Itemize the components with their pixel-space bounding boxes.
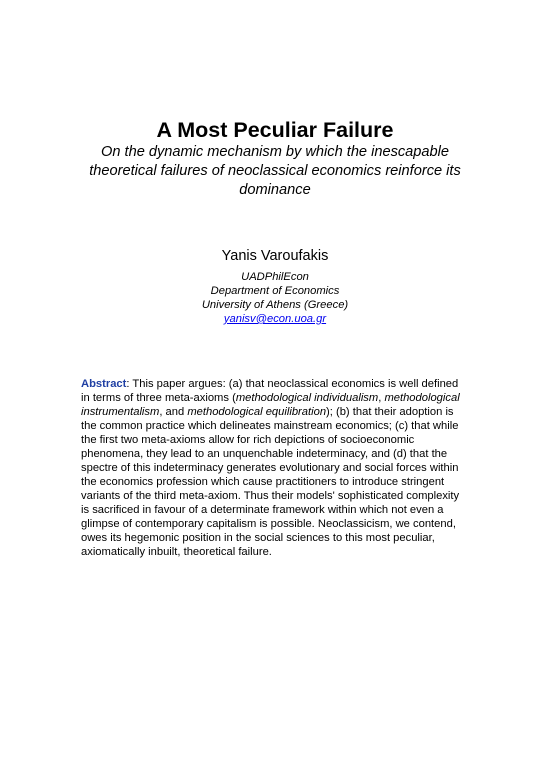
abstract-emphasis: methodological individualism	[235, 392, 379, 404]
abstract-line: spectre of this indeterminacy generates evolutionary and social forces within	[81, 462, 459, 474]
abstract-colon: :	[126, 378, 130, 390]
abstract-text: This paper argues: (a) that neoclassical economics is well defined	[129, 378, 459, 390]
abstract-text: , and	[159, 406, 188, 418]
abstract-line: the first two meta-axioms allow for rich depictions of socioeconomic	[81, 434, 415, 446]
abstract-label: Abstract	[81, 378, 127, 390]
abstract-line: the common practice which delineates mainstream economics; (c) that while	[81, 420, 459, 432]
abstract-line	[81, 405, 473, 419]
author-email-link[interactable]: yanisv@econ.uoa.gr	[223, 313, 327, 325]
abstract-emphasis: methodological equilibration	[187, 406, 327, 418]
abstract-text: in terms of three meta-axioms (	[81, 392, 236, 404]
abstract-emphasis: instrumentalism	[81, 406, 160, 418]
abstract-paragraph	[81, 377, 473, 559]
affiliation-block	[40, 270, 510, 326]
abstract-line: phenomena, they lead to an unquenchable indeterminacy, and (d) that the	[81, 448, 448, 460]
subtitle-line: theoretical failures of neoclassical economics reinforce its	[89, 163, 461, 179]
paper-subtitle	[60, 143, 490, 200]
affiliation-university: University of Athens (Greece)	[201, 299, 349, 311]
abstract-text: ,	[378, 392, 385, 404]
subtitle-line: dominance	[239, 182, 311, 198]
abstract-emphasis: methodological	[384, 392, 460, 404]
abstract-line	[81, 391, 473, 405]
subtitle-line: On the dynamic mechanism by which the inescapable	[101, 144, 449, 160]
abstract-line: glimpse of contemporary capitalism is possible. Neoclassicism, we contend,	[81, 518, 456, 530]
abstract-line: variants of the third meta-axiom. Thus their models' sophisticated complexity	[81, 490, 460, 502]
affiliation-department: Department of Economics	[210, 285, 340, 297]
affiliation-program: UADPhilEcon	[241, 271, 309, 283]
abstract-line	[81, 377, 473, 391]
abstract-line: is sacrificed in favour of a determinate framework within which not even a	[81, 504, 444, 516]
paper-title: A Most Peculiar Failure	[156, 118, 394, 142]
abstract-text: ); (b) that their adoption is	[326, 406, 454, 418]
abstract-line: the economics profession which cause practitioners to introduce stringent	[81, 476, 445, 488]
abstract-line: owes its hegemonic position in the social sciences to this most peculiar,	[81, 532, 435, 544]
abstract-line: axiomatically inbuilt, theoretical failure.	[81, 546, 272, 558]
author-name: Yanis Varoufakis	[221, 248, 329, 264]
